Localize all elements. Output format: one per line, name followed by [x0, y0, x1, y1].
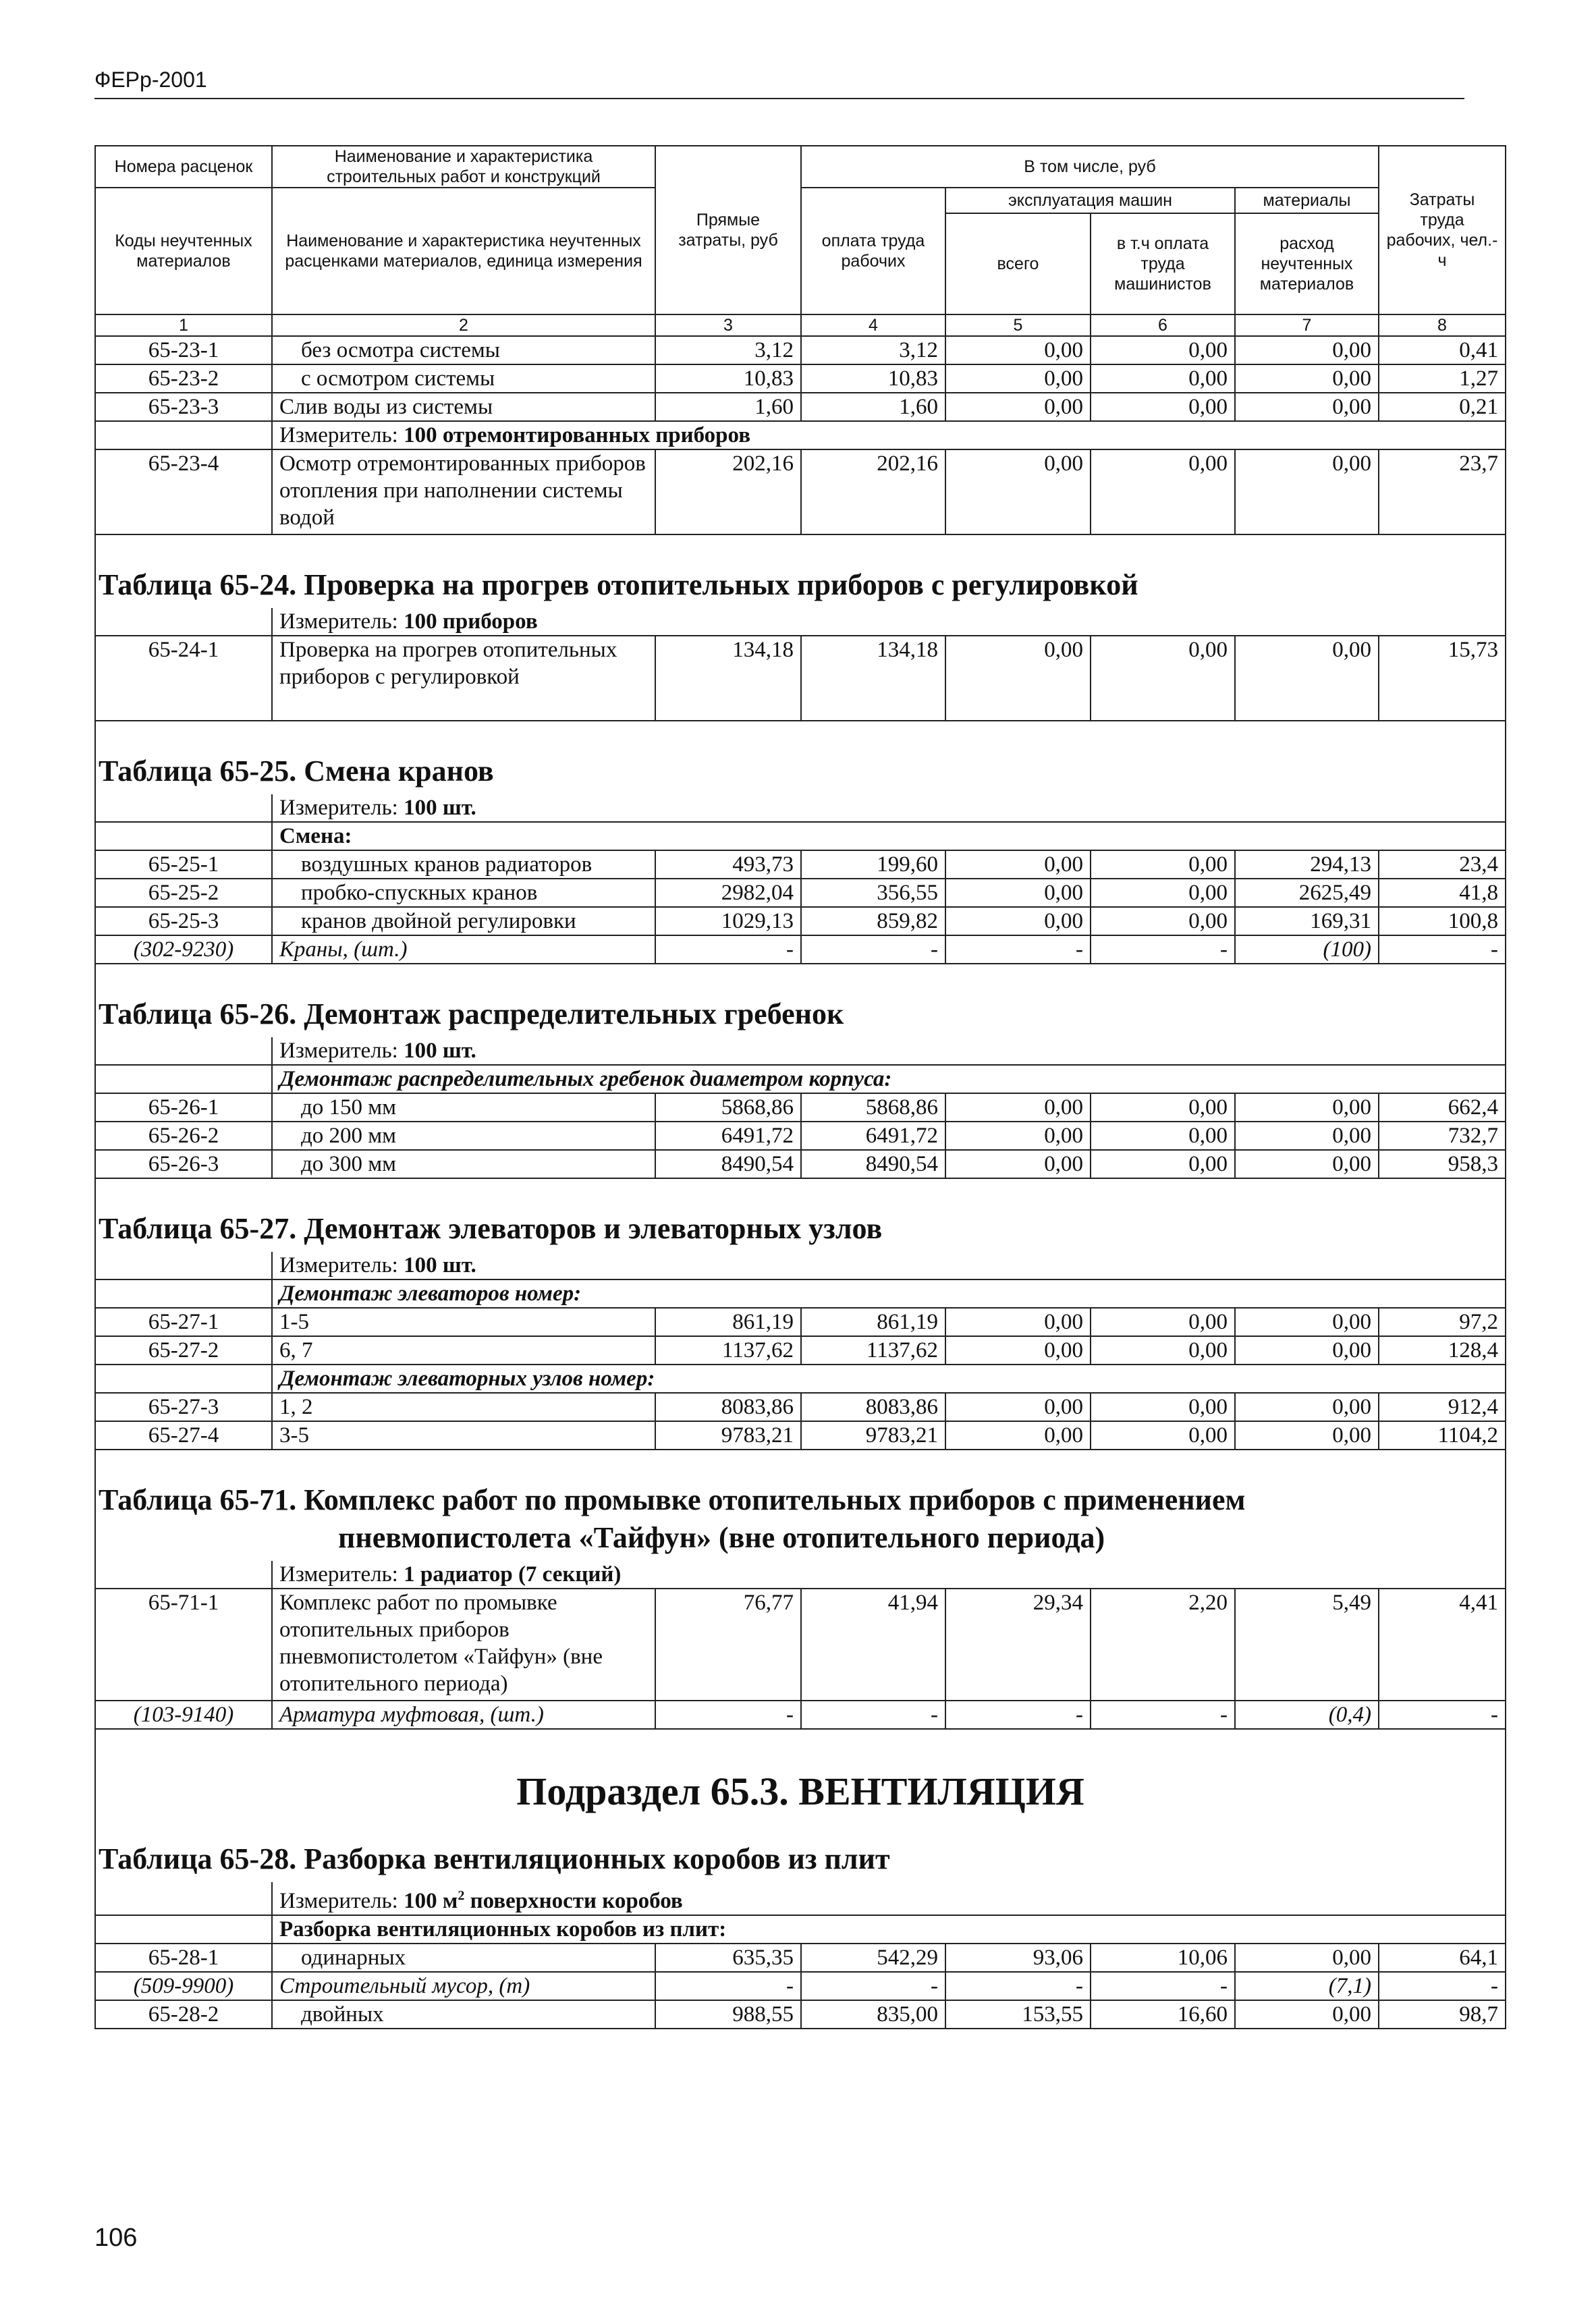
cell-value: 0,00 [945, 1393, 1091, 1421]
header-material-name: Наименование и характеристика неучтенных расценками материалов, единица измерения [272, 188, 655, 314]
cell-value: 97,2 [1379, 1308, 1506, 1336]
rate-code: 65-26-2 [95, 1122, 272, 1150]
rate-name: кранов двойной регулировки [272, 907, 655, 935]
cell-value: 0,00 [1235, 1944, 1379, 1972]
cell-value: 0,00 [945, 1122, 1091, 1150]
table-row [95, 2000, 1506, 2029]
rate-name: 1-5 [272, 1308, 655, 1336]
cell-value: 958,3 [1379, 1150, 1506, 1178]
cell-value: 0,00 [1091, 1122, 1235, 1150]
cell-value: 0,00 [1235, 393, 1379, 421]
col-number: 8 [1379, 314, 1506, 336]
cell-value: (7,1) [1235, 1972, 1379, 2000]
rate-name: воздушных кранов радиаторов [272, 850, 655, 879]
rate-code: 65-26-3 [95, 1150, 272, 1178]
rate-name: Осмотр отремонтированных приборов отопления при наполнении системы водой [272, 449, 655, 534]
cell-value: 0,00 [945, 1093, 1091, 1122]
table-row [95, 393, 1506, 421]
cell-value: 0,00 [1235, 1308, 1379, 1336]
measure-line: Измеритель: 100 отремонтированных приборов [272, 421, 1506, 449]
cell-value: - [801, 1701, 945, 1729]
cell-value: - [1091, 1972, 1235, 2000]
rate-code: 65-27-4 [95, 1421, 272, 1450]
cell-value: 542,29 [801, 1944, 945, 1972]
measure-line: Измеритель: 100 шт. [272, 1252, 1506, 1279]
material-name: Арматура муфтовая, (шт.) [272, 1701, 655, 1729]
blank-cell [95, 1279, 272, 1308]
cell-value: 0,00 [1091, 1093, 1235, 1122]
col-number: 4 [801, 314, 945, 336]
rate-name: с осмотром системы [272, 364, 655, 393]
cell-value: 0,00 [945, 393, 1091, 421]
measure-line: Измеритель: 100 шт. [272, 1037, 1506, 1065]
rate-name: до 150 мм [272, 1093, 655, 1122]
cell-value: - [1091, 935, 1235, 964]
table-row [95, 1336, 1506, 1365]
rate-code: 65-23-4 [95, 449, 272, 534]
cell-value: 0,00 [1091, 850, 1235, 879]
rate-name: 6, 7 [272, 1336, 655, 1365]
rate-name: до 300 мм [272, 1150, 655, 1178]
cell-value: 10,06 [1091, 1944, 1235, 1972]
cell-value: 1,60 [655, 393, 801, 421]
col-number: 7 [1235, 314, 1379, 336]
cell-value: 0,00 [1235, 2000, 1379, 2029]
cell-value: 93,06 [945, 1944, 1091, 1972]
cell-value: 169,31 [1235, 907, 1379, 935]
group-heading: Смена: [272, 822, 1506, 850]
page-number: 106 [94, 2224, 138, 2252]
cell-value: 1137,62 [655, 1336, 801, 1365]
cell-value: - [1379, 1701, 1506, 1729]
cell-value: 0,21 [1379, 393, 1506, 421]
cell-value: 8490,54 [801, 1150, 945, 1178]
material-code: (302-9230) [95, 935, 272, 964]
header-direct-costs: Прямые затраты, руб [655, 146, 801, 314]
cell-value: 1,60 [801, 393, 945, 421]
rate-code: 65-25-2 [95, 879, 272, 907]
cell-value: 100,8 [1379, 907, 1506, 935]
cell-value: 0,00 [1235, 1421, 1379, 1450]
cell-value: 988,55 [655, 2000, 801, 2029]
rate-code: 65-27-3 [95, 1393, 272, 1421]
table-row [95, 336, 1506, 364]
header-rates: Номера расценок [95, 146, 272, 188]
cell-value: 662,4 [1379, 1093, 1506, 1122]
cell-value: 134,18 [655, 636, 801, 721]
cell-value: 202,16 [655, 449, 801, 534]
table-row [95, 1122, 1506, 1150]
cell-value: 23,7 [1379, 449, 1506, 534]
blank-cell [95, 1882, 272, 1915]
cell-value: 76,77 [655, 1589, 801, 1701]
cell-value: 0,00 [945, 850, 1091, 879]
header-labor-costs: Затраты труда рабочих, чел.-ч [1379, 146, 1506, 314]
cell-value: 0,00 [945, 336, 1091, 364]
cell-value: 199,60 [801, 850, 945, 879]
rate-name: двойных [272, 2000, 655, 2029]
rate-name: 1, 2 [272, 1393, 655, 1421]
cell-value: 0,00 [945, 1336, 1091, 1365]
blank-cell [95, 608, 272, 636]
col-number: 3 [655, 314, 801, 336]
table-row [95, 449, 1506, 534]
table-title: Таблица 65-24. Проверка на прогрев отопительных приборов с регулировкой [95, 534, 1506, 608]
cell-value: 2625,49 [1235, 879, 1379, 907]
cell-value: 128,4 [1379, 1336, 1506, 1365]
cell-value: 0,00 [1091, 1393, 1235, 1421]
cell-value: 0,00 [1235, 1393, 1379, 1421]
cell-value: 8083,86 [801, 1393, 945, 1421]
cell-value: 0,00 [1091, 1336, 1235, 1365]
cell-value: - [1379, 935, 1506, 964]
cell-value: 2982,04 [655, 879, 801, 907]
cell-value: 1137,62 [801, 1336, 945, 1365]
cell-value: 23,4 [1379, 850, 1506, 879]
cell-value: - [1379, 1972, 1506, 2000]
cell-value: - [945, 935, 1091, 964]
cell-value: 15,73 [1379, 636, 1506, 721]
rate-code: 65-24-1 [95, 636, 272, 721]
cell-value: 10,83 [801, 364, 945, 393]
material-row [95, 935, 1506, 964]
measure-line: Измеритель: 1 радиатор (7 секций) [272, 1561, 1506, 1589]
rate-code: 65-23-3 [95, 393, 272, 421]
rate-code: 65-27-2 [95, 1336, 272, 1365]
material-code: (103-9140) [95, 1701, 272, 1729]
cell-value: 3,12 [801, 336, 945, 364]
rate-code: 65-27-1 [95, 1308, 272, 1336]
cell-value: 0,00 [1235, 449, 1379, 534]
col-number: 5 [945, 314, 1091, 336]
col-number: 2 [272, 314, 655, 336]
material-code: (509-9900) [95, 1972, 272, 2000]
cell-value: (0,4) [1235, 1701, 1379, 1729]
header-materials: материалы [1235, 188, 1379, 213]
cell-value: 29,34 [945, 1589, 1091, 1701]
cell-value: 6491,72 [801, 1122, 945, 1150]
table-row [95, 636, 1506, 721]
cell-value: 0,00 [1235, 336, 1379, 364]
material-name: Строительный мусор, (т) [272, 1972, 655, 2000]
table-title: Таблица 65-28. Разборка вентиляционных коробов из плит [95, 1825, 1506, 1882]
cell-value: 9783,21 [655, 1421, 801, 1450]
cell-value: 64,1 [1379, 1944, 1506, 1972]
table-title: Таблица 65-25. Смена кранов [95, 721, 1506, 794]
group-heading: Разборка вентиляционных коробов из плит: [272, 1915, 1506, 1944]
cell-value: 16,60 [1091, 2000, 1235, 2029]
cell-value: 8083,86 [655, 1393, 801, 1421]
table-row [95, 1589, 1506, 1701]
blank-cell [95, 1915, 272, 1944]
rate-name: Слив воды из системы [272, 393, 655, 421]
cell-value: - [655, 1701, 801, 1729]
page-header: ФЕРр-2001 [94, 67, 1464, 99]
cell-value: 9783,21 [801, 1421, 945, 1450]
cell-value: 912,4 [1379, 1393, 1506, 1421]
header-machinists-pay: в т.ч оплата труда машинистов [1091, 213, 1235, 314]
rate-code: 65-23-1 [95, 336, 272, 364]
rate-name: до 200 мм [272, 1122, 655, 1150]
cell-value: - [655, 1972, 801, 2000]
cell-value: 153,55 [945, 2000, 1091, 2029]
table-row [95, 1093, 1506, 1122]
cell-value: 0,00 [1091, 1421, 1235, 1450]
rate-code: 65-25-1 [95, 850, 272, 879]
cell-value: 0,00 [1091, 1150, 1235, 1178]
cell-value: - [655, 935, 801, 964]
rate-name: Комплекс работ по промывке отопительных приборов пневмопистолетом «Тайфун» (вне отопительного периода) [272, 1589, 655, 1701]
rate-code: 65-25-3 [95, 907, 272, 935]
material-name: Краны, (шт.) [272, 935, 655, 964]
cell-value: 0,00 [1091, 879, 1235, 907]
rate-name: пробко-спускных кранов [272, 879, 655, 907]
cell-value: 861,19 [801, 1308, 945, 1336]
cell-value: 635,35 [655, 1944, 801, 1972]
measure-line: Измеритель: 100 шт. [272, 794, 1506, 822]
cell-value: 0,00 [1091, 1308, 1235, 1336]
cell-value: 0,00 [945, 1421, 1091, 1450]
cell-value: 202,16 [801, 449, 945, 534]
cell-value: 0,00 [945, 907, 1091, 935]
cell-value: - [945, 1701, 1091, 1729]
table-row [95, 364, 1506, 393]
cell-value: 1,27 [1379, 364, 1506, 393]
table-row [95, 907, 1506, 935]
cell-value: 294,13 [1235, 850, 1379, 879]
rate-code: 65-71-1 [95, 1589, 272, 1701]
cell-value: 0,00 [945, 1308, 1091, 1336]
header-unaccounted-materials: расход неучтенных материалов [1235, 213, 1379, 314]
cell-value: 134,18 [801, 636, 945, 721]
blank-cell [95, 1037, 272, 1065]
cell-value: 356,55 [801, 879, 945, 907]
cell-value: 1104,2 [1379, 1421, 1506, 1450]
cell-value: 10,83 [655, 364, 801, 393]
rate-code: 65-23-2 [95, 364, 272, 393]
cell-value: - [1091, 1701, 1235, 1729]
cell-value: 493,73 [655, 850, 801, 879]
blank-cell [95, 822, 272, 850]
cell-value: - [801, 1972, 945, 2000]
table-title: Таблица 65-27. Демонтаж элеваторов и элеваторных узлов [95, 1178, 1506, 1252]
cell-value: 4,41 [1379, 1589, 1506, 1701]
table-title: Таблица 65-71. Комплекс работ по промывке отопительных приборов с применением пневмопистолета «Тайфун» (вне отопительного периода) [95, 1450, 1506, 1561]
blank-cell [95, 1065, 272, 1093]
cell-value: 0,00 [945, 449, 1091, 534]
group-heading: Демонтаж распределительных гребенок диаметром корпуса: [272, 1065, 1506, 1093]
cell-value: 1029,13 [655, 907, 801, 935]
cell-value: 5868,86 [801, 1093, 945, 1122]
cell-value: 3,12 [655, 336, 801, 364]
cell-value: 0,00 [1235, 1093, 1379, 1122]
cell-value: 0,00 [1091, 336, 1235, 364]
table-title: Таблица 65-26. Демонтаж распределительных гребенок [95, 964, 1506, 1037]
table-row [95, 1393, 1506, 1421]
blank-cell [95, 1365, 272, 1393]
cell-value: (100) [1235, 935, 1379, 964]
cell-value: 859,82 [801, 907, 945, 935]
cell-value: 0,41 [1379, 336, 1506, 364]
rate-name: Проверка на прогрев отопительных приборов с регулировкой [272, 636, 655, 721]
material-row [95, 1972, 1506, 2000]
cell-value: 2,20 [1091, 1589, 1235, 1701]
table-row [95, 1421, 1506, 1450]
price-table [94, 145, 1506, 2029]
group-heading: Демонтаж элеваторов номер: [272, 1279, 1506, 1308]
cell-value: 0,00 [1235, 364, 1379, 393]
cell-value: 861,19 [655, 1308, 801, 1336]
section-title: Подраздел 65.3. ВЕНТИЛЯЦИЯ [95, 1729, 1506, 1825]
cell-value: 8490,54 [655, 1150, 801, 1178]
cell-value: 41,94 [801, 1589, 945, 1701]
rate-name: 3-5 [272, 1421, 655, 1450]
cell-value: 0,00 [1235, 1150, 1379, 1178]
cell-value: 98,7 [1379, 2000, 1506, 2029]
cell-value: 0,00 [945, 364, 1091, 393]
header-including: В том числе, руб [801, 146, 1379, 188]
cell-value: 0,00 [945, 636, 1091, 721]
rate-code: 65-28-1 [95, 1944, 272, 1972]
measure-line: Измеритель: 100 $м^2$ поверхности коробов [272, 1882, 1506, 1915]
rate-name: одинарных [272, 1944, 655, 1972]
table-row [95, 850, 1506, 879]
col-number: 6 [1091, 314, 1235, 336]
material-row [95, 1701, 1506, 1729]
col-number: 1 [95, 314, 272, 336]
cell-value: 0,00 [1235, 636, 1379, 721]
header-labor-pay: оплата труда рабочих [801, 188, 945, 314]
header-work-name: Наименование и характеристика строительных работ и конструкций [272, 146, 655, 188]
cell-value: 732,7 [1379, 1122, 1506, 1150]
cell-value: 835,00 [801, 2000, 945, 2029]
cell-value: 41,8 [1379, 879, 1506, 907]
cell-value: 0,00 [1235, 1122, 1379, 1150]
rate-name: без осмотра системы [272, 336, 655, 364]
header-machines-total: всего [945, 213, 1091, 314]
table-row [95, 1150, 1506, 1178]
cell-value: 0,00 [1091, 364, 1235, 393]
cell-value: 0,00 [945, 879, 1091, 907]
cell-value: 0,00 [1235, 1336, 1379, 1365]
measure-line: Измеритель: 100 приборов [272, 608, 1506, 636]
cell-value: 0,00 [1091, 449, 1235, 534]
cell-value: - [801, 935, 945, 964]
cell-value: 0,00 [1091, 636, 1235, 721]
cell-value: 5,49 [1235, 1589, 1379, 1701]
blank-cell [95, 1252, 272, 1279]
table-row [95, 1944, 1506, 1972]
blank-cell [95, 421, 272, 449]
group-heading: Демонтаж элеваторных узлов номер: [272, 1365, 1506, 1393]
rate-code: 65-26-1 [95, 1093, 272, 1122]
blank-cell [95, 1561, 272, 1589]
header-machines: эксплуатация машин [945, 188, 1235, 213]
blank-cell [95, 794, 272, 822]
cell-value: 0,00 [945, 1150, 1091, 1178]
rate-code: 65-28-2 [95, 2000, 272, 2029]
cell-value: 0,00 [1091, 393, 1235, 421]
cell-value: - [945, 1972, 1091, 2000]
header-material-codes: Коды неучтенных материалов [95, 188, 272, 314]
cell-value: 5868,86 [655, 1093, 801, 1122]
table-row [95, 1308, 1506, 1336]
cell-value: 0,00 [1091, 907, 1235, 935]
cell-value: 6491,72 [655, 1122, 801, 1150]
table-row [95, 879, 1506, 907]
